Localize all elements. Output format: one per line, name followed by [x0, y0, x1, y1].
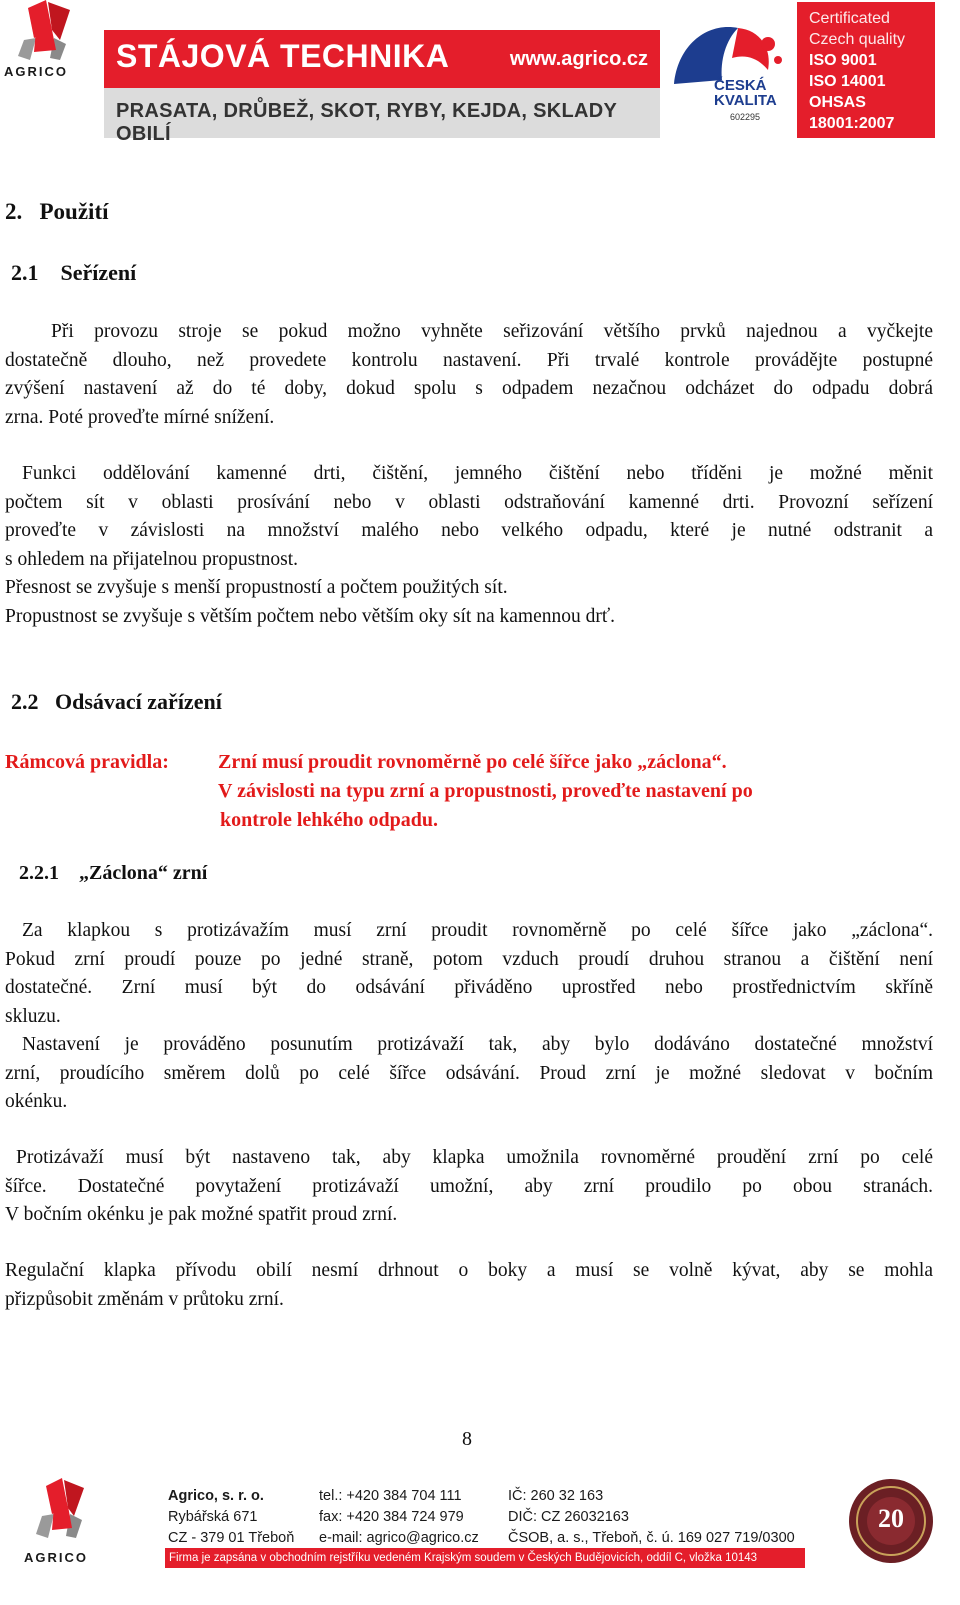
section-heading: 2. Použití — [5, 199, 109, 224]
cert-line: Certificated — [809, 10, 890, 27]
banner-title: STÁJOVÁ TECHNIKA — [116, 38, 450, 74]
cert-line: 18001:2007 — [809, 115, 895, 132]
paragraph: Funkci oddělování kamenné drti, čištění, jemného čištění nebo tříděni je možné měnit počtem sít v oblasti prosívání nebo v oblasti odstraňování kamenné drti. Provozní seřízení proveďte v závislosti na množství malého nebo velkého odpadu, které je nutné odstranit a s ohledem na přijatelnou propustnost. Přesnost se zvyšuje s menší propustností a počtem použitých sít. Propustnost se zvyšuje s větším počtem nebo větším oky sít na kamennou drť. — [5, 463, 933, 627]
seal-number: 20 — [878, 1504, 904, 1533]
agrico-logo-text: AGRICO — [4, 64, 68, 79]
rule-line: kontrole lehkého odpadu. — [220, 809, 439, 831]
quality-badge-code: 602295 — [730, 112, 761, 122]
subsection-heading-2-2-1: 2.2.1 „Záclona“ zrní — [19, 862, 208, 884]
header-subbanner — [104, 88, 660, 145]
banner-subtitle: PRASATA, DRŮBEŽ, SKOT, RYBY, KEJDA, SKLADY OBILÍ — [116, 100, 617, 145]
page-number: 8 — [462, 1428, 472, 1450]
paragraph: Při provozu stroje se pokud možno vyhněte seřizování většího prvků najednou a vyčkejte dostatečně dlouho, než provedete kontrolu nastavení. Při trvalé kontrole provádějte postupné zvýšení nastavení až do té doby, dokud spolu s odpadem nezačnou odcházet do odpadu dobrá zrna. Poté proveďte mírné snížení. — [5, 321, 933, 428]
agrico-footer-logo-text: AGRICO — [24, 1550, 88, 1565]
quality-badge-text: ČESKÁ KVALITA — [714, 77, 777, 109]
subsection-heading-2-1: 2.1 Seřízení — [11, 260, 137, 285]
cert-line: OHSAS — [809, 94, 866, 111]
cert-line: Czech quality — [809, 31, 906, 48]
paragraph: Za klapkou s protizávažím musí zrní proudit rovnoměrně po celé šířce jako „záclona“. Pokud zrní proudí pouze po jedné straně, potom vzduch proudí druhou stranou a čištění není dostatečné. Zrní musí být do odsávání přiváděno uprostřed nebo prostřednictvím skříně skluzu. Nastavení je prováděno posunutím protizávaží tak, aby bylo dodáváno dostatečné množství zrní, proudícího směrem dolů po celé šířce odsávání. Proud zrní je možné sledovat v bočním okénku. — [5, 920, 933, 1112]
rule-line: Zrní musí proudit rovnoměrně po celé šířce jako „záclona“. — [218, 751, 727, 773]
footer-contact: tel.: +420 384 704 111 fax: +420 384 724 979 e-mail: agrico@agrico.cz — [319, 1488, 479, 1546]
ceska-kvalita-logo-icon — [668, 14, 790, 126]
paragraph: Protizávaží musí být nastaveno tak, aby klapka umožnila rovnoměrné proudění zrní po celé šířce. Dostatečné povytažení protizávaží umožní, aby zrní proudilo po obou stranách. V bočním okénku je pak možné spatřit proud zrní. — [5, 1147, 933, 1225]
cert-line: ISO 9001 — [809, 52, 877, 69]
agrico-footer-logo-icon — [24, 1476, 114, 1556]
footer-registry: Firma je zapsána v obchodním rejstříku vedeném Krajským soudem v Českých Budějovicích, oddíl C, vložka 10143 — [165, 1548, 805, 1568]
rule-label: Rámcová pravidla: — [5, 751, 169, 773]
paragraph: Regulační klapka přívodu obilí nesmí drhnout o boky a musí se volně kývat, aby se mohla přizpůsobit změnám v průtoku zrní. — [5, 1260, 933, 1310]
certificate-box — [797, 2, 935, 138]
footer-company: Agrico, s. r. o. Rybářská 671 CZ - 379 01 Třeboň — [168, 1488, 295, 1546]
page-footer — [0, 1470, 960, 1605]
page-header — [0, 0, 960, 145]
rule-line: V závislosti na typu zrní a propustnosti, proveďte nastavení po — [218, 780, 753, 802]
banner-url: www.agrico.cz — [509, 48, 648, 70]
subsection-heading-2-2: 2.2 Odsávací zařízení — [11, 689, 222, 714]
cert-line: ISO 14001 — [809, 73, 886, 90]
header-banner — [104, 30, 660, 88]
footer-ids: IČ: 260 32 163 DIČ: CZ 26032163 ČSOB, a. s., Třeboň, č. ú. 169 027 719/0300 — [508, 1488, 795, 1546]
